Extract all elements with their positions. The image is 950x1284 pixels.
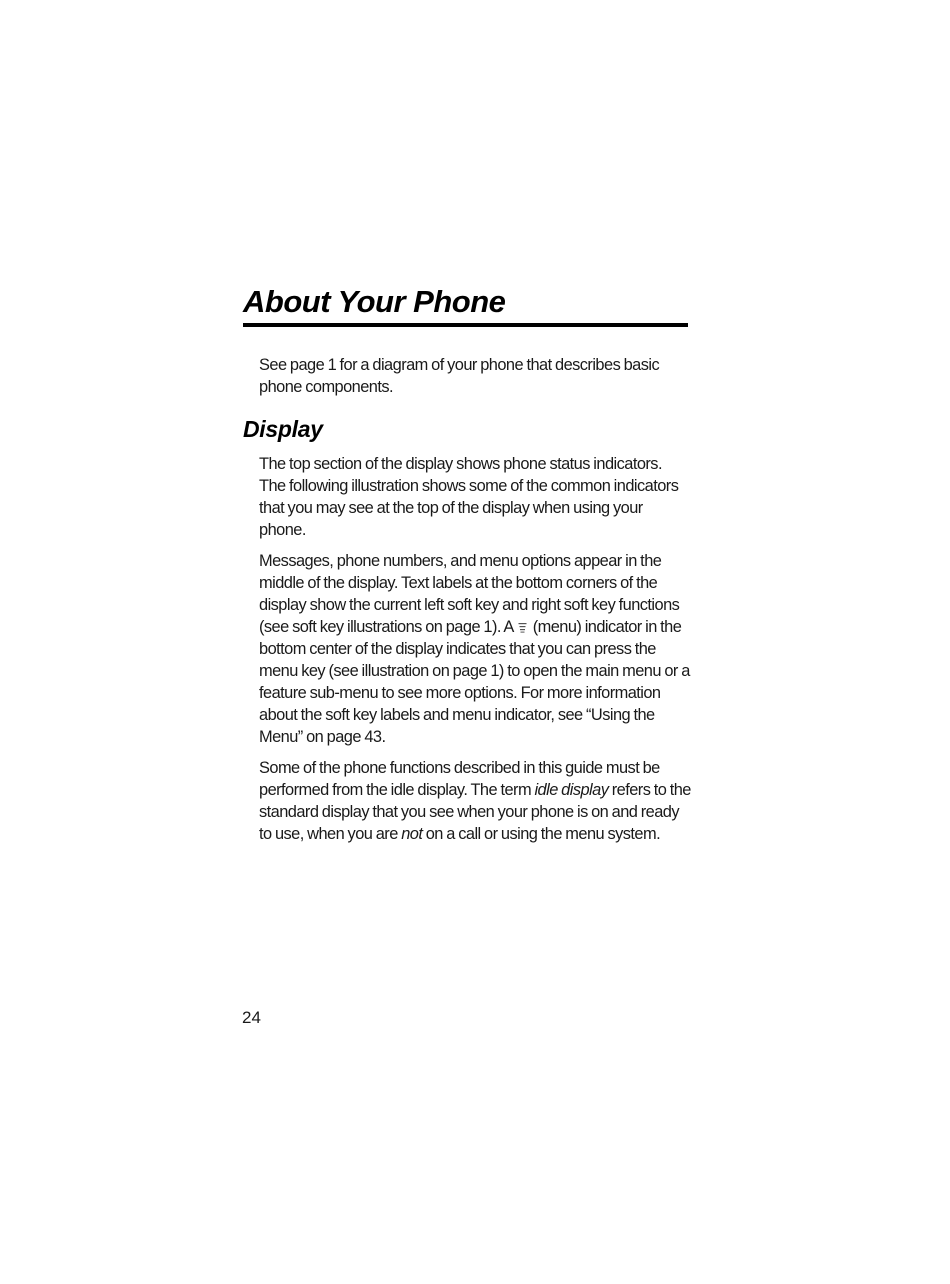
display-layout-text-1: Messages, phone numbers, and menu options appear in the middle of the display. Text labels at the bottom corners of the display show the current left soft key and right soft key functions (see soft key illustrations on page 1). A: [259, 552, 680, 636]
idle-display-text-3: on a call or using the menu system.: [425, 825, 661, 843]
idle-display-text-2: refers to the standard display that you see when your phone is on and ready to use, when you are: [259, 781, 691, 843]
idle-display-text-1: Some of the phone functions described in this guide must be performed from the idle display. The term: [259, 759, 660, 799]
menu-indicator-icon: [518, 622, 527, 633]
status-indicators-paragraph: The top section of the display shows phone status indicators. The following illustration shows some of the common indicators that you may see at the top of the display when using your phone.: [259, 455, 679, 539]
not-emphasis: not: [401, 825, 423, 843]
display-section-body: [259, 453, 691, 854]
section-heading-display: Display: [243, 416, 323, 442]
display-layout-paragraph: [259, 550, 691, 748]
idle-display-term: idle display: [534, 781, 609, 799]
title-rule: [243, 323, 688, 327]
intro-paragraph: See page 1 for a diagram of your phone that describes basic phone components.: [259, 356, 660, 396]
page-number: 24: [242, 1008, 261, 1027]
idle-display-paragraph: [259, 757, 691, 845]
chapter-title: About Your Phone: [243, 284, 506, 319]
display-layout-text-2: (menu) indicator in the bottom center of the display indicates that you can press the menu key (see illustration on page 1) to open the main menu or a feature sub-menu to see more options. For more information about the soft key labels and menu indicator, see “Using the Menu” on page 43.: [259, 618, 690, 746]
